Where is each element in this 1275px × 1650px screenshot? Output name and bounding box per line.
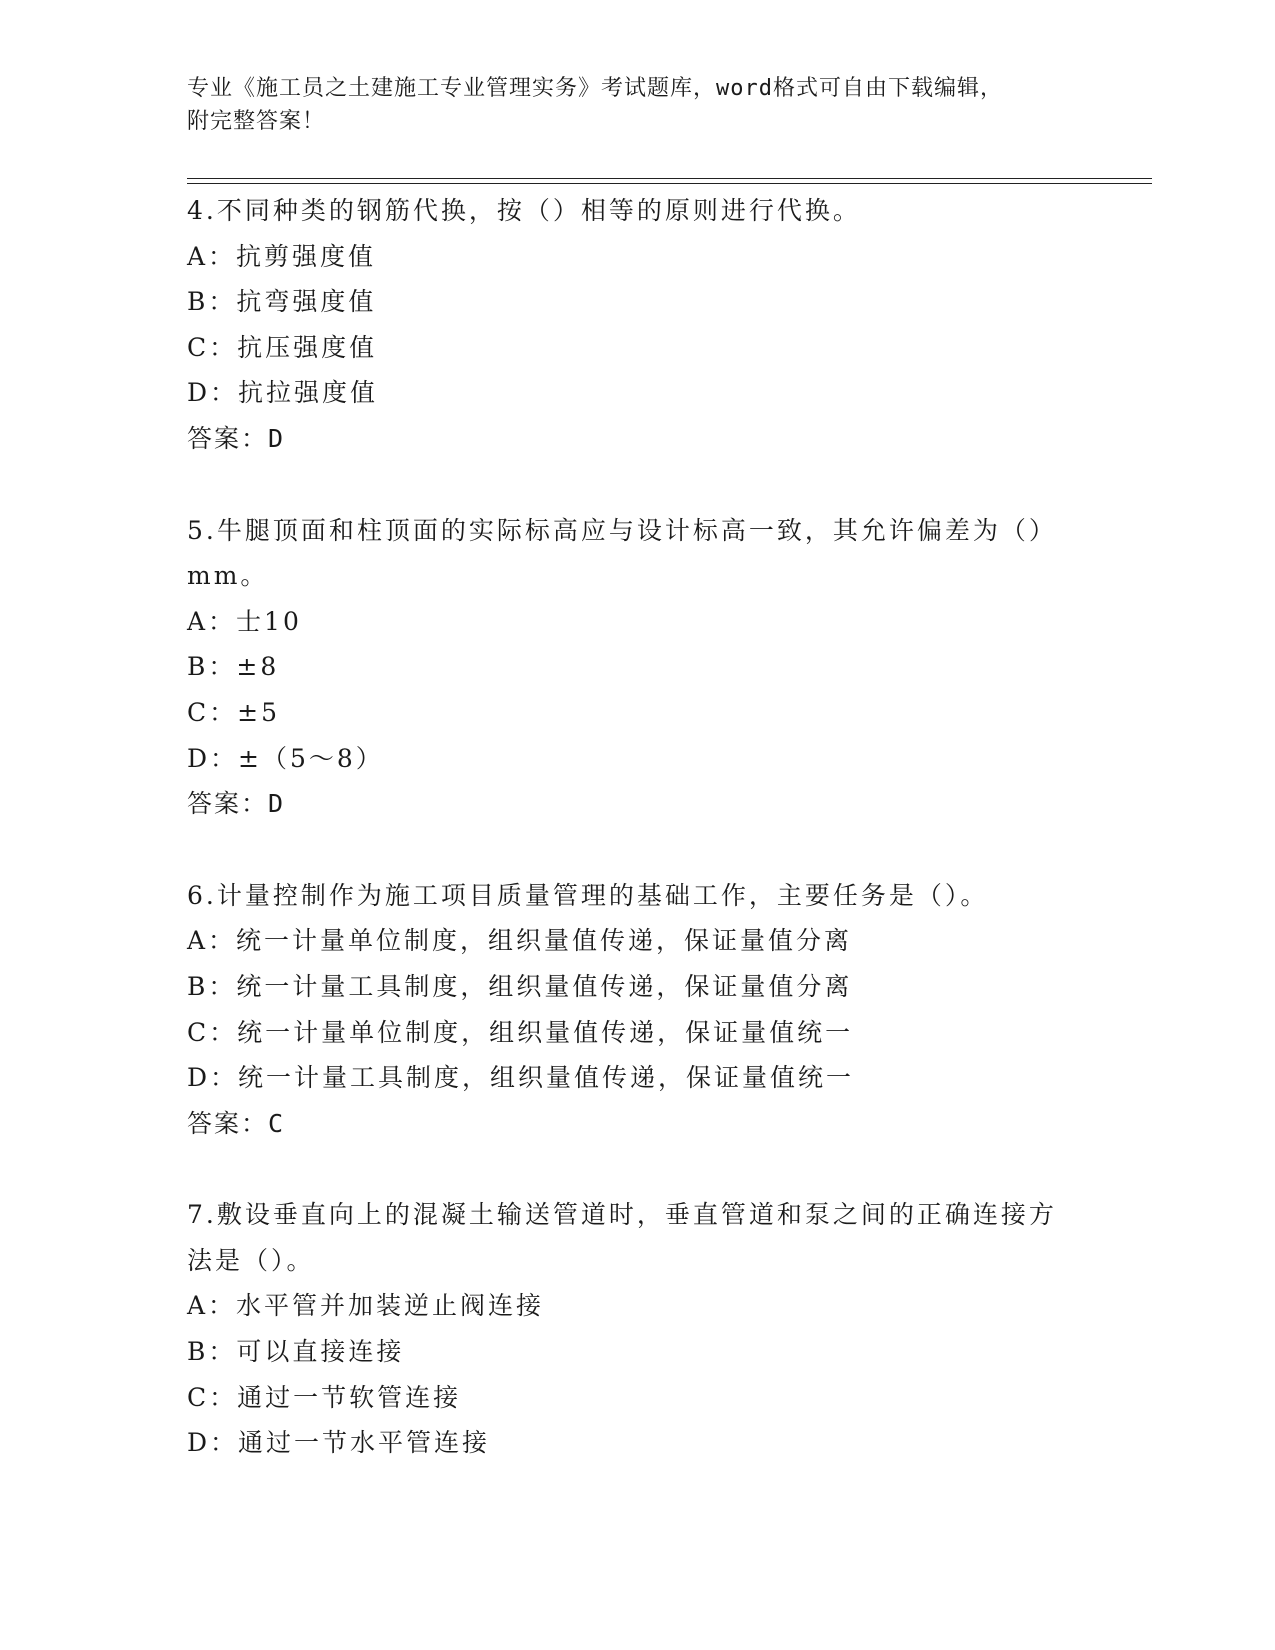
header-divider-top (187, 178, 1152, 179)
header-line-2: 附完整答案！ (187, 109, 326, 134)
option-a: A：抗剪强度值 (187, 241, 377, 271)
question-block-6 (187, 873, 1067, 1147)
answer-label: 答案：D (187, 789, 286, 819)
question-spacer (187, 1146, 1067, 1192)
question-stem: 4.不同种类的钢筋代换，按（）相等的原则进行代换。 (187, 196, 861, 225)
answer-label: 答案：C (187, 1108, 286, 1138)
question-spacer (187, 827, 1067, 873)
question-list (187, 188, 1067, 1466)
header-divider-bottom (187, 183, 1152, 184)
option-b: B：统一计量工具制度，组织量值传递，保证量值分离 (187, 971, 853, 1001)
option-d: D：统一计量工具制度，组织量值传递，保证量值统一 (187, 1063, 855, 1093)
option-a: A：士10 (187, 606, 302, 636)
question-stem: 6.计量控制作为施工项目质量管理的基础工作，主要任务是（）。 (187, 880, 989, 910)
option-c: C：统一计量单位制度，组织量值传递，保证量值统一 (187, 1017, 854, 1047)
question-block-4 (187, 188, 1067, 462)
option-b: B：抗弯强度值 (187, 287, 377, 317)
option-d: D：通过一节水平管连接 (187, 1428, 491, 1458)
option-d: D：±（5～8） (187, 743, 384, 773)
option-c: C：抗压强度值 (187, 332, 378, 362)
option-a: A：水平管并加装逆止阀连接 (187, 1291, 545, 1321)
answer-label: 答案：D (187, 423, 286, 453)
option-a: A：统一计量单位制度，组织量值传递，保证量值分离 (187, 926, 853, 956)
option-d: D：抗拉强度值 (187, 378, 379, 408)
option-b: B：可以直接连接 (187, 1337, 405, 1367)
question-block-5 (187, 508, 1067, 827)
question-block-7 (187, 1192, 1067, 1466)
question-stem: 5.牛腿顶面和柱顶面的实际标高应与设计标高一致，其允许偏差为（）mm。 (187, 515, 1057, 591)
option-c: C：通过一节软管连接 (187, 1382, 462, 1412)
document-header (187, 72, 1067, 138)
question-stem: 7.敷设垂直向上的混凝土输送管道时，垂直管道和泵之间的正确连接方法是（）。 (187, 1200, 1057, 1275)
question-spacer (187, 462, 1067, 508)
header-line-1: 专业《施工员之土建施工专业管理实务》考试题库，word格式可自由下载编辑， (187, 76, 1003, 101)
option-b: B：±8 (187, 652, 280, 682)
option-c: C：±5 (187, 697, 280, 727)
